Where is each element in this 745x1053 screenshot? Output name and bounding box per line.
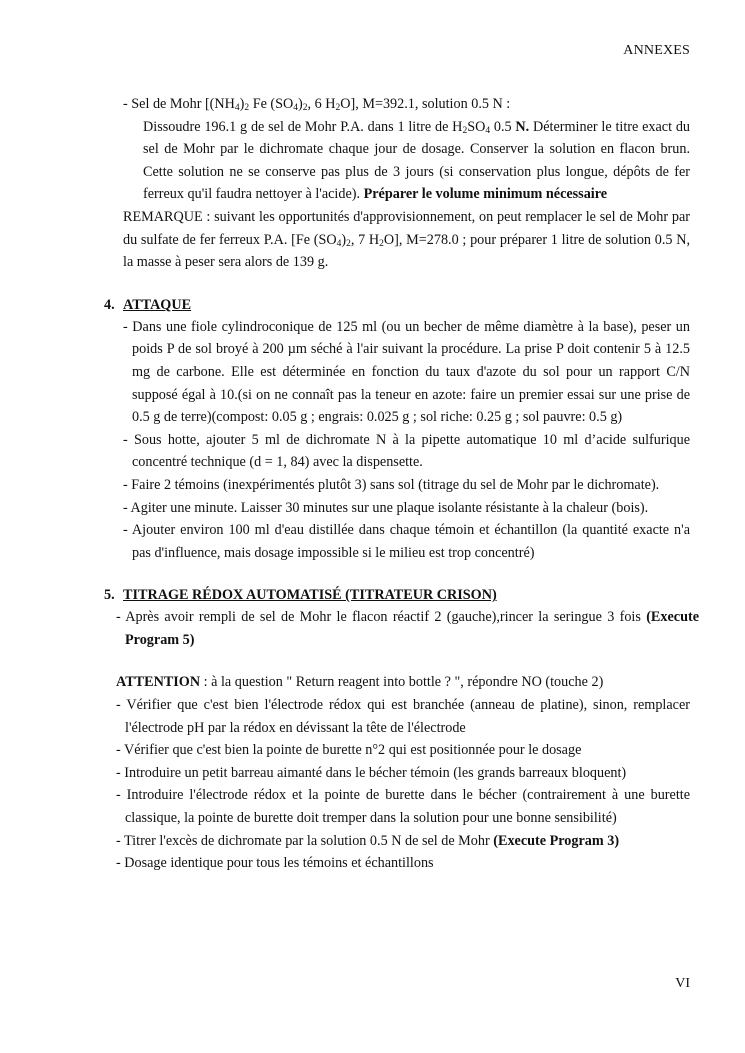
list-item: - Faire 2 témoins (inexpérimentés plutôt 3) sans sol (titrage du sel de Mohr par le dichromate). [123, 476, 660, 493]
section-4-heading [104, 294, 745, 316]
mohr-remark: REMARQUE : suivant les opportunités d'approvisionnement, on peut remplacer le sel de Mohr par du sulfate de fer ferreux P.A. [Fe $(SO_4)_2$, 7 $H_2O$], M=278.0 ; pour préparer 1 litre de solution 0.5 N, la masse à peser sera alors de 139 g. [123, 208, 690, 271]
page-header: ANNEXES [623, 43, 690, 58]
mohr-intro: - Sel de Mohr [$(NH_4)_2$ Fe $(SO_4)_2$, 6 $H_2O$], M=392.1, solution 0.5 N : [123, 96, 511, 113]
section-5-heading [104, 584, 745, 606]
section-5-list [116, 694, 690, 875]
list-item: - Vérifier que c'est bien l'électrode rédox qui est branchée (anneau de platine), sinon, remplacer l'électrode pH par la rédox en dévissant la tête de l'électrode [116, 697, 690, 736]
list-item: - Introduire un petit barreau aimanté dans le bécher témoin (les grands barreaux bloquent) [116, 764, 627, 781]
list-item: - Introduire l'électrode rédox et la pointe de burette dans le bécher (contrairement à une burette classique, la pointe de burette doit tremper dans la solution pour une bonne sensibilité) [116, 787, 690, 827]
list-item: - Sous hotte, ajouter 5 ml de dichromate N à la pipette automatique 10 ml d’acide sulfurique concentré technique (d = 1, 84) avec la dispensette. [123, 431, 690, 471]
section-number: 4. [104, 296, 115, 313]
section-4-list [123, 316, 690, 565]
page-content [0, 93, 745, 875]
section-number: 5. [104, 587, 115, 604]
list-item: - Ajouter environ 100 ml d'eau distillée dans chaque témoin et échantillon (la quantité exacte n'a pas d'influence, mais dosage impossible si le milieu est trop concentré) [123, 522, 690, 561]
attention-note: ATTENTION : à la question " Return reagent into bottle ? ", répondre NO (touche 2) [116, 674, 604, 691]
page-number: VI [675, 976, 690, 991]
section-title: ATTAQUE [123, 296, 192, 313]
list-item: - Titrer l'excès de dichromate par la solution 0.5 N de sel de Mohr (Execute Program 3) [116, 832, 620, 849]
mohr-dissolve-paragraph: Dissoudre 196.1 g de sel de Mohr P.A. dans 1 litre de $H_2SO_4$ 0.5 N. Déterminer le titre exact du sel de Mohr par le dichromate chaque jour de dosage. Conserver la solution en flacon brun. Cette solution ne se conserve pas plus de 3 jours (si conservation plus longue, dépôts de fer ferreux qu'il faudra nettoyer à l'acide). Préparer le volume minimum nécessaire [143, 118, 691, 203]
list-item: - Vérifier que c'est bien la pointe de burette n°2 qui est positionnée pour le dosage [116, 742, 582, 759]
rinse-instruction: - Après avoir rempli de sel de Mohr le flacon réactif 2 (gauche),rincer la seringue 3 fois (Execute Program 5) [116, 609, 699, 648]
list-item: - Dosage identique pour tous les témoins et échantillons [116, 855, 434, 872]
list-item: - Dans une fiole cylindroconique de 125 ml (ou un becher de même diamètre à la base), peser un poids P de sol broyé à 200 µm séché à l'air suivant la procédure. La prise P doit contenir 5 à 12.5 mg de carbone. Elle est déterminée en fonction du taux d'azote du sol pour un rapport C/N supposé égal à 10.(si on ne connaît pas la teneur en azote: faire un premier essai sur une prise de 0.5 g de terre)(compost: 0.05 g ; engrais: 0.025 g ; sol riche: 0.25 g ; sol pauvre: 0.5 g) [123, 318, 690, 426]
section-title: TITRAGE RÉDOX AUTOMATISÉ (TITRATEUR CRISON) [123, 587, 497, 604]
list-item: - Agiter une minute. Laisser 30 minutes sur une plaque isolante résistante à la chaleur (bois). [123, 499, 649, 516]
